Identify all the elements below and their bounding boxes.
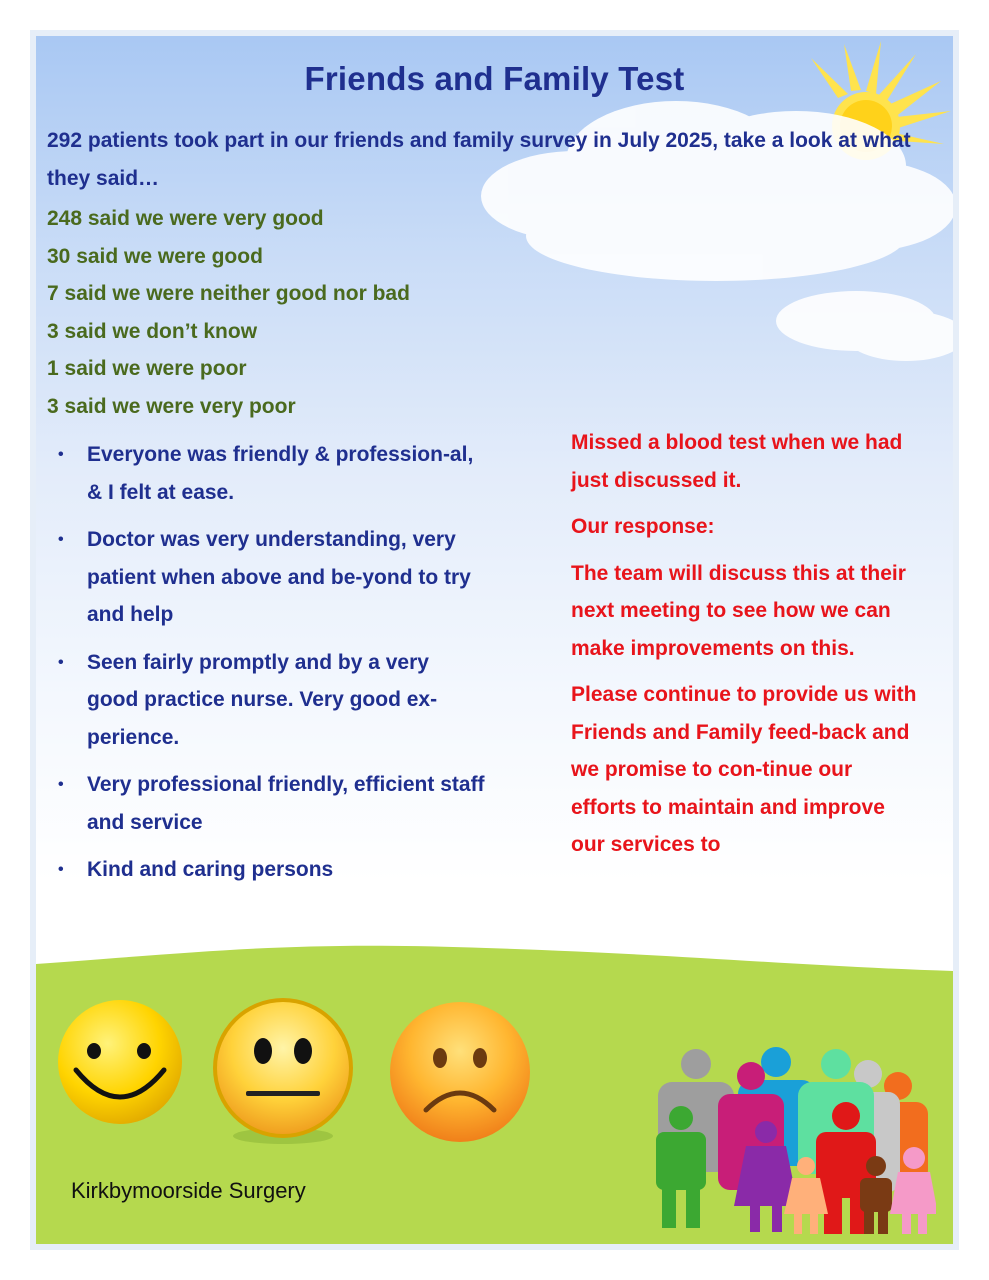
poster-panel [36,36,953,1244]
patient-comments [56,436,486,899]
comment-text: Kind and caring persons [87,858,334,881]
response-issue: Missed a blood test when we had just discussed it. [571,431,903,492]
surgery-name: Kirkbymoorside Surgery [71,1178,306,1203]
survey-stats [47,200,410,425]
stat-dont-know: 3 said we don’t know [47,319,258,343]
smiley-happy-icon [54,996,186,1128]
stat-poor: 1 said we were poor [47,357,247,380]
smiley-sad-icon [386,998,534,1146]
bullet-icon: • [58,531,64,548]
response-heading: Our response: [571,515,715,538]
stat-neither: 7 said we were neither good nor bad [47,282,410,305]
smiley-neutral-icon [208,996,358,1146]
page-title: Friends and Family Test [304,60,685,97]
family-group-icon [646,1046,936,1238]
bullet-icon: • [58,446,64,463]
comment-item [56,644,486,757]
comment-text: Seen fairly promptly and by a very good practice nurse. Very good ex-perience. [87,650,438,749]
comment-item [56,851,486,889]
stat-very-poor: 3 said we were very poor [47,394,296,418]
response-closing: Please continue to provide us with Friends and Family feed-back and we promise to con-tinue our efforts to maintain and improve our services to [571,683,917,856]
comment-text: Doctor was very understanding, very patient when above and be-yond to try and help [87,528,471,626]
practice-response [571,424,921,873]
bullet-icon: • [58,653,64,671]
comment-text: Very professional friendly, efficient staff and service [87,773,485,834]
response-reply: The team will discuss this at their next meeting to see how we can make improvements on this. [571,561,906,660]
stat-very-good: 248 said we were very good [47,207,324,230]
comment-item [56,521,486,634]
bullet-icon: • [58,776,64,793]
comment-item [56,766,486,841]
stat-good: 30 said we were good [47,244,263,268]
bullet-icon: • [58,861,64,878]
comment-item [56,436,486,511]
poster [30,30,959,1250]
comment-text: Everyone was friendly & profession-al, & I felt at ease. [87,443,474,504]
survey-intro: 292 patients took part in our friends and family survey in July 2025, take a look at what they said… [47,129,911,190]
